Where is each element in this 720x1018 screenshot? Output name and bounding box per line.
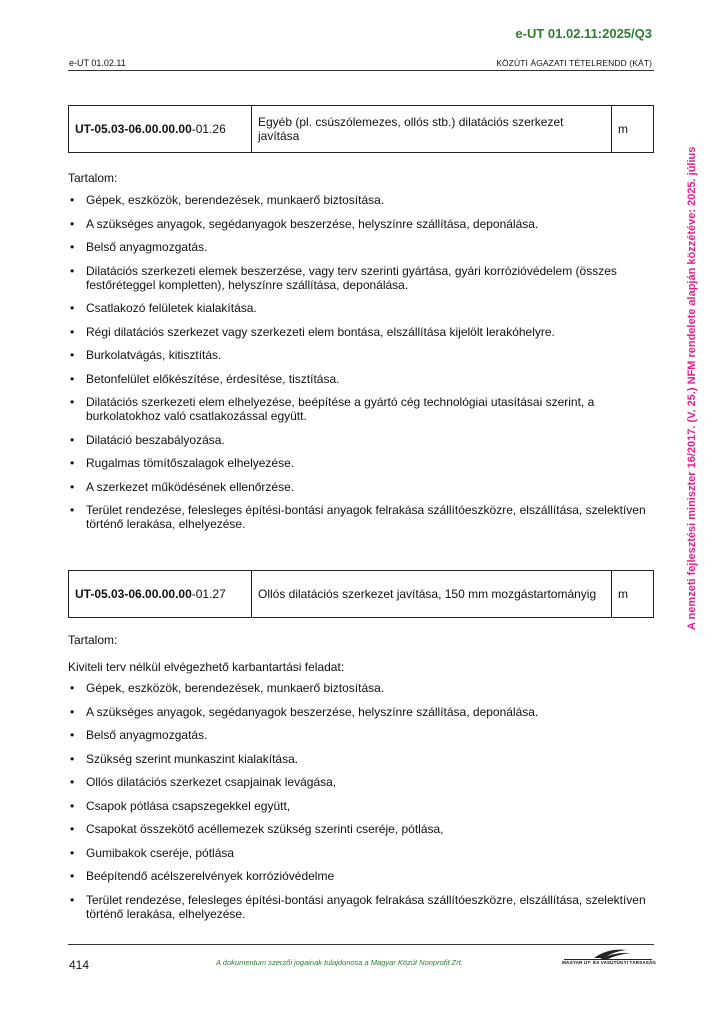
- society-logo-icon: [560, 946, 656, 970]
- bullet-list: [68, 681, 654, 921]
- list-item: • Gumibakok cseréje, pótlása: [68, 846, 654, 860]
- list-item: • Burkolatvágás, kitisztítás.: [68, 348, 654, 362]
- list-item: • Dilatációs szerkezeti elem elhelyezése, beépítése a gyártó cég technológiai utasításai szerint, a burkolatokhoz való csatlakozással együtt.: [68, 395, 654, 423]
- item-content-1: [68, 171, 654, 541]
- list-item: • Beépítendő acélszerelvények korrózióvédelme: [68, 869, 654, 883]
- item-unit: m: [612, 106, 654, 153]
- item-table-1: [68, 105, 654, 153]
- item-table-2: [68, 570, 654, 618]
- list-item: • Betonfelület előkészítése, érdesítése, tisztítása.: [68, 372, 654, 386]
- item-description: Egyéb (pl. csúszólemezes, ollós stb.) dilatációs szerkezet javítása: [252, 106, 612, 153]
- header-divider: [68, 70, 654, 71]
- list-item: • Dilatáció beszabályozása.: [68, 433, 654, 447]
- list-item: • Szükség szerint munkaszint kialakítása.: [68, 752, 654, 766]
- item-content-2: [68, 633, 654, 930]
- side-publication-note: A nemzeti fejlesztési miniszter 16/2017. (V. 25.) NFM rendelete alapján közzétéve: 2025. július: [686, 146, 698, 630]
- list-item: • Régi dilatációs szerkezet vagy szerkezeti elem bontása, elszállítása kijelölt lerakóhelyre.: [68, 325, 654, 339]
- document-code: e-UT 01.02.11:2025/Q3: [515, 26, 652, 41]
- page-number: 414: [69, 958, 90, 972]
- content-label: Tartalom:: [68, 633, 118, 647]
- list-item: • Csapok pótlása csapszegekkel együtt,: [68, 799, 654, 813]
- list-item: • Belső anyagmozgatás.: [68, 240, 654, 254]
- list-item: • Gépek, eszközök, berendezések, munkaerő biztosítása.: [68, 681, 654, 695]
- header-left: e-UT 01.02.11: [69, 58, 126, 68]
- content-label: Tartalom:: [68, 171, 118, 185]
- bullet-list: [68, 193, 654, 531]
- list-item: • Terület rendezése, felesleges építési-bontási anyagok felrakása szállítóeszközre, elszállítása, szelektíven történő lerakása, elhelyezése.: [68, 503, 654, 531]
- list-item: • Dilatációs szerkezeti elemek beszerzése, vagy terv szerinti gyártása, gyári korrózióvédelem (összes festőréteggel kompletten), helyszínre szállítása, deponálása.: [68, 264, 654, 292]
- list-item: • Rugalmas tömítőszalagok elhelyezése.: [68, 456, 654, 470]
- list-item: • Csatlakozó felületek kialakítása.: [68, 301, 654, 315]
- logo-caption: MAGYAR ÚT- ÉS VASÚTÜGYI TÁRSASÁG: [562, 960, 657, 965]
- copyright-note: A dokumentum szerzői jogainak tulajdonosa a Magyar Közút Nonprofit Zrt.: [216, 958, 463, 967]
- item-code: UT-05.03-06.00.00.00-01.27: [69, 571, 252, 618]
- list-item: • Gépek, eszközök, berendezések, munkaerő biztosítása.: [68, 193, 654, 207]
- content-subtitle: Kiviteli terv nélkül elvégezhető karbantartási feladat:: [68, 660, 345, 674]
- list-item: • Csapokat összekötő acéllemezek szükség szerinti cseréje, pótlása,: [68, 822, 654, 836]
- item-code: UT-05.03-06.00.00.00-01.26: [69, 106, 252, 153]
- item-description: Ollós dilatációs szerkezet javítása, 150 mm mozgástartományig: [252, 571, 612, 618]
- list-item: • A szerkezet működésének ellenőrzése.: [68, 480, 654, 494]
- item-unit: m: [612, 571, 654, 618]
- list-item: • A szükséges anyagok, segédanyagok beszerzése, helyszínre szállítása, deponálása.: [68, 705, 654, 719]
- list-item: • A szükséges anyagok, segédanyagok beszerzése, helyszínre szállítása, deponálása.: [68, 217, 654, 231]
- header-right: KÖZÚTI ÁGAZATI TÉTELRENDD (KÁT): [496, 58, 652, 68]
- footer-divider: [68, 944, 654, 945]
- list-item: • Ollós dilatációs szerkezet csapjainak levágása,: [68, 775, 654, 789]
- list-item: • Belső anyagmozgatás.: [68, 728, 654, 742]
- list-item: • Terület rendezése, felesleges építési-bontási anyagok felrakása szállítóeszközre, elszállítása, szelektíven történő lerakása, elhelyezése.: [68, 893, 654, 921]
